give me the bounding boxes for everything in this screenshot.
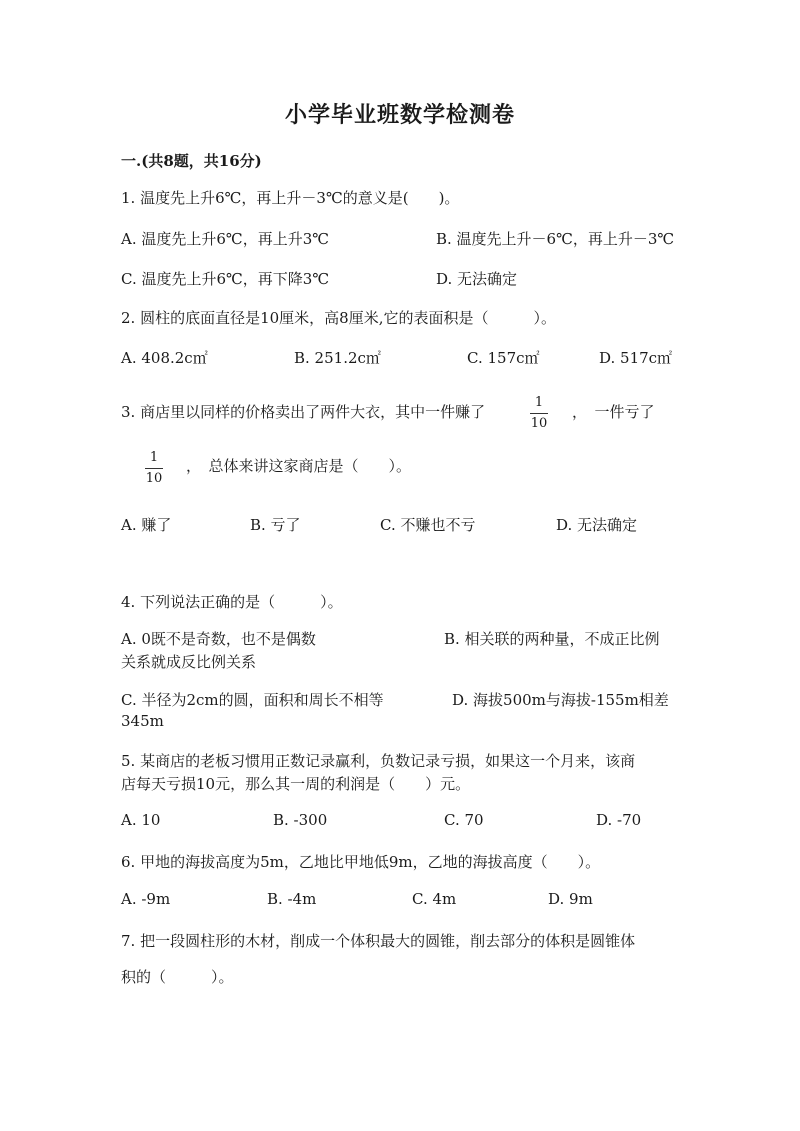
question-3-option-a: A. 赚了 — [121, 516, 172, 534]
question-3-option-c: C. 不赚也不亏 — [380, 516, 476, 534]
question-2-option-d: D. 517c㎡ — [599, 349, 673, 367]
page-title: 小学毕业班数学检测卷 — [284, 102, 515, 128]
question-2-option-b: B. 251.2c㎡ — [294, 349, 381, 367]
question-5-stem-line1: 5. 某商店的老板习惯用正数记录赢利，负数记录亏损，如果这一个月来，该商 — [121, 752, 636, 770]
section-header: 一.(共8题，共16分) — [121, 152, 262, 170]
question-4-stem: 4. 下列说法正确的是（ ）。 — [121, 593, 343, 611]
question-3-stem-part3: ， 总体来讲这家商店是（ ）。 — [186, 457, 412, 475]
question-4-option-d-continued: 345m — [121, 712, 164, 730]
question-4-option-d: D. 海拔500m与海拔-155m相差 — [452, 691, 669, 709]
question-4-option-b-continued: 关系就成反比例关系 — [121, 653, 257, 671]
question-2-option-a: A. 408.2c㎡ — [121, 349, 208, 367]
question-6-option-c: C. 4m — [412, 890, 457, 908]
question-4-option-c: C. 半径为2cm的圆，面积和周长不相等 — [121, 691, 384, 709]
fraction-bar — [145, 468, 163, 469]
question-5-option-d: D. -70 — [596, 811, 642, 829]
question-3-fraction-2 — [145, 450, 163, 487]
question-6-stem: 6. 甲地的海拔高度为5m，乙地比甲地低9m，乙地的海拔高度（ ）。 — [121, 853, 601, 871]
question-3-option-b: B. 亏了 — [250, 516, 301, 534]
question-1-option-b: B. 温度先上升－6℃，再上升－3℃ — [436, 230, 675, 248]
fraction-denominator: 10 — [530, 416, 548, 431]
question-4-option-a: A. 0既不是奇数，也不是偶数 — [121, 630, 316, 648]
question-3-stem-part1: 3. 商店里以同样的价格卖出了两件大衣，其中一件赚了 — [121, 403, 486, 421]
question-4-option-b: B. 相关联的两种量，不成正比例 — [444, 630, 660, 648]
question-6-option-a: A. -9m — [121, 890, 171, 908]
question-1-option-d: D. 无法确定 — [436, 270, 518, 288]
question-5-option-b: B. -300 — [273, 811, 328, 829]
question-5-stem-line2: 店每天亏损10元，那么其一周的利润是（ ）元。 — [121, 775, 471, 793]
fraction-denominator: 10 — [145, 471, 163, 486]
question-5-option-c: C. 70 — [444, 811, 484, 829]
question-1-stem: 1. 温度先上升6℃，再上升－3℃的意义是( )。 — [121, 189, 460, 207]
fraction-numerator: 1 — [534, 395, 544, 410]
question-1-option-a: A. 温度先上升6℃，再上升3℃ — [121, 230, 330, 248]
question-5-option-a: A. 10 — [121, 811, 161, 829]
fraction-numerator: 1 — [149, 450, 159, 465]
question-3-stem-part2: ， 一件亏了 — [572, 403, 655, 421]
question-2-option-c: C. 157c㎡ — [467, 349, 540, 367]
question-1-option-c: C. 温度先上升6℃，再下降3℃ — [121, 270, 330, 288]
question-6-option-d: D. 9m — [548, 890, 593, 908]
fraction-bar — [530, 413, 548, 414]
question-3-option-d: D. 无法确定 — [556, 516, 638, 534]
question-3-fraction-1 — [530, 395, 548, 432]
question-2-stem: 2. 圆柱的底面直径是10厘米，高8厘米,它的表面积是（ ）。 — [121, 309, 556, 327]
question-6-option-b: B. -4m — [267, 890, 317, 908]
question-7-stem-line2: 积的（ ）。 — [121, 968, 234, 986]
question-7-stem-line1: 7. 把一段圆柱形的木材，削成一个体积最大的圆锥，削去部分的体积是圆锥体 — [121, 932, 636, 950]
